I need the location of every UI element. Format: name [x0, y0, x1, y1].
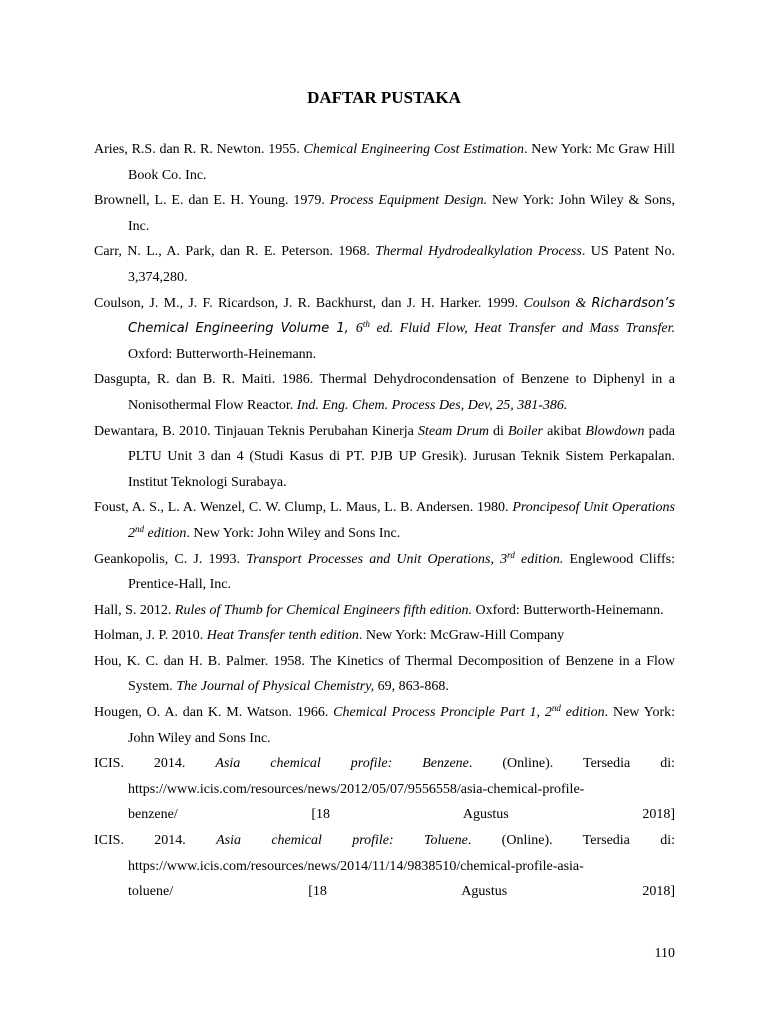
reference-brownell: Brownell, L. E. dan E. H. Young. 1979. Process Equipment Design. New York: John Wiley & Sons, Inc.	[94, 193, 675, 234]
reference-icis-benzene: ICIS. 2014. Asia chemical profile: Benzene. (Online). Tersedia di: https://www.icis.com/resources/news/2012/05/07/9556558/asia-chemical-profile- benzene/ [18 Agustus 2018]	[94, 756, 675, 823]
page-title: DAFTAR PUSTAKA	[307, 88, 461, 107]
reference-dasgupta: Dasgupta, R. dan B. R. Maiti. 1986. Thermal Dehydrocondensation of Benzene to Diphenyl in a Nonisothermal Flow Reactor. Ind. Eng. Chem. Process Des, Dev, 25, 381-386.	[94, 372, 675, 413]
reference-list	[94, 137, 675, 905]
reference-icis-toluene: ICIS. 2014. Asia chemical profile: Toluene. (Online). Tersedia di: https://www.icis.com/resources/news/2014/11/14/9838510/chemical-profile-asia- toluene/ [18 Agustus 2018]	[94, 833, 676, 900]
reference-hou: Hou, K. C. dan H. B. Palmer. 1958. The Kinetics of Thermal Decomposition of Benzene in a Flow System. The Journal of Physical Chemistry, 69, 863-868.	[94, 653, 675, 695]
page-number: 110	[654, 946, 675, 961]
reference-foust: Foust, A. S., L. A. Wenzel, C. W. Clump, L. Maus, L. B. Andersen. 1980. Proncipesof Unit Operations 2nd edition. New York: John Wiley and Sons Inc.	[94, 500, 675, 541]
reference-carr: Carr, N. L., A. Park, dan R. E. Peterson. 1968. Thermal Hydrodealkylation Process. US Patent No. 3,374,280.	[94, 244, 676, 285]
reference-holman: Holman, J. P. 2010. Heat Transfer tenth edition. New York: McGraw-Hill Company	[94, 628, 565, 644]
reference-coulson: Coulson, J. M., J. F. Ricardson, J. R. Backhurst, dan J. H. Harker. 1999. Coulson & Richardson’s Chemical Engineering Volume 1, 6th ed. Fluid Flow, Heat Transfer and Mass Transfer. Oxford: Butterworth-Heinemann.	[94, 295, 675, 362]
reference-hougen: Hougen, O. A. dan K. M. Watson. 1966. Chemical Process Pronciple Part 1, 2nd edition. New York: John Wiley and Sons Inc.	[94, 703, 675, 746]
reference-dewantara: Dewantara, B. 2010. Tinjauan Teknis Perubahan Kinerja Steam Drum di Boiler akibat Blowdown pada PLTU Unit 3 dan 4 (Studi Kasus di PT. PJB UP Gresik). Jurusan Teknik Sistem Perkapalan. Institut Teknologi Surabaya.	[94, 423, 675, 490]
reference-aries: Aries, R.S. dan R. R. Newton. 1955. Chemical Engineering Cost Estimation. New York: Mc Graw Hill Book Co. Inc.	[94, 142, 675, 183]
reference-hall: Hall, S. 2012. Rules of Thumb for Chemical Engineers fifth edition. Oxford: Butterworth-Heinemann.	[94, 602, 664, 618]
reference-geankopolis: Geankopolis, C. J. 1993. Transport Processes and Unit Operations, 3rd edition. Englewood Cliffs: Prentice-Hall, Inc.	[94, 549, 675, 593]
